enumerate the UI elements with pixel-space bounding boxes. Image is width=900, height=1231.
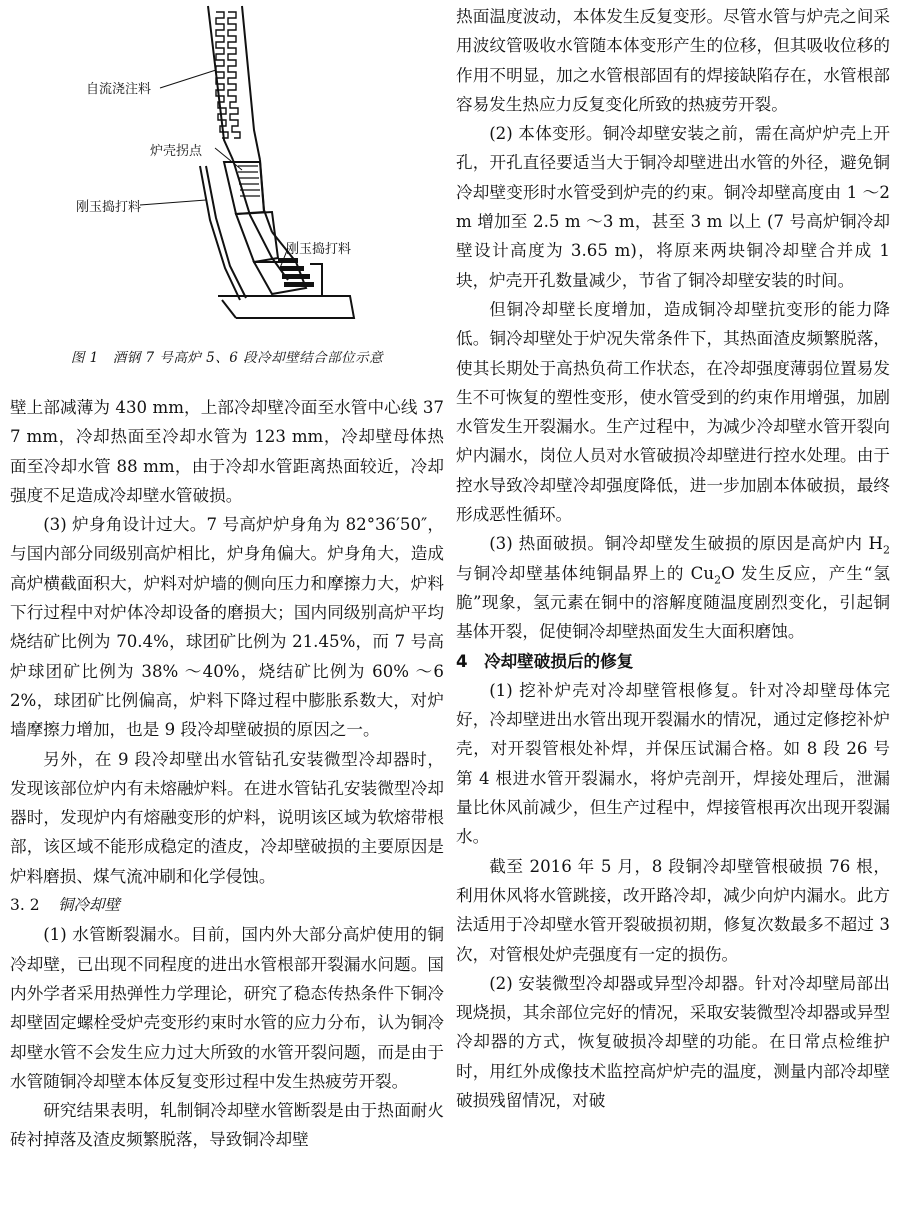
label-shell-knee: 炉壳拐点 (150, 144, 203, 159)
label-corundum-ram-right: 刚玉捣打料 (286, 242, 352, 257)
section-heading-4 (456, 647, 890, 676)
paragraph: (1) 挖补炉壳对冷却壁管根修复。针对冷却壁母体完好，冷却壁进出水管出现开裂漏水的情况，通过定修挖补炉壳，对开裂管根处补焊，并保压试漏合格。如 8 段 26 号第 4 根进水管开裂漏水，将炉壳剖开，焊接处理后，泄漏量比休风前减少，但生产过程中，焊接管根再次出现开裂漏水。 (456, 680, 890, 847)
label-self-flow-castable: 自流浇注料 (86, 82, 152, 97)
paragraph: (2) 本体变形。铜冷却壁安装之前，需在高炉炉壳上开孔，开孔直径要适当大于铜冷却壁进出水管的外径，避免铜冷却壁变形时水管受到炉壳的约束。铜冷却壁高度由 1 ～2m 增加至 2.5 m ～3 m，甚至 3 m 以上 (7 号高炉铜冷却壁设计高度为 3.65 m)，将原来两块铜冷却壁合并成 1 块，炉壳开孔数量减少，节省了铜冷却壁安装的时间。 (456, 124, 890, 290)
figure-caption: 图 1 酒钢 7 号高炉 5、6 段冷却壁结合部位示意 (70, 350, 384, 366)
paragraph: 截至 2016 年 5 月，8 段铜冷却壁管根破损 76 根，利用休风将水管跳接，改开路冷却，减少向炉内漏水。此方法适用于冷却壁水管开裂破损初期，修复次数最多不超过 3 次，对管根处炉壳强度有一定的损伤。 (456, 856, 890, 964)
label-corundum-ram-left: 刚玉捣打料 (76, 200, 142, 215)
paragraph: 但铜冷却壁长度增加，造成铜冷却壁抗变形的能力降低。铜冷却壁处于炉况失常条件下，其热面渣皮频繁脱落，使其长期处于高热负荷工作状态，在冷却强度薄弱位置易发生不可恢复的塑性变形，使水管受到的约束作用增强，加剧水管发生开裂漏水。生产过程中，为减少冷却壁水管开裂向炉内漏水，岗位人员对水管破损冷却壁进行控水处理。由于控水导致冷却壁冷却强度降低，进一步加剧本体破损，最终形成恶性循环。 (456, 299, 890, 525)
left-body (10, 393, 444, 1155)
right-column (456, 2, 890, 1115)
section-heading-3-2 (10, 891, 444, 920)
paragraph: (2) 安装微型冷却器或异型冷却器。针对冷却壁局部出现烧损，其余部位完好的情况，采取安装微型冷却器或异型冷却器的方式，恢复破损冷却壁的功能。在日常点检维护时，用红外成像技术监控高炉炉壳的温度，测量内部冷却壁破损残留情况，对破 (456, 973, 890, 1110)
section-title: 铜冷却壁 (58, 896, 121, 915)
paragraph: 壁上部减薄为 430 mm，上部冷却壁冷面至水管中心线 377 mm，冷却热面至冷却水管为 123 mm，冷却壁母体热面至冷却水管 88 mm，由于冷却水管距离热面较近，冷却强度不足造成冷却壁水管破损。 (10, 398, 444, 505)
paragraph: 研究结果表明，轧制铜冷却壁水管断裂是由于热面耐火砖衬掉落及渣皮频繁脱落，导致铜冷却壁 (10, 1101, 444, 1150)
paragraph: (3) 热面破损。铜冷却壁发生破损的原因是高炉内 $H_2$ 与铜冷却壁基体纯铜晶界上的 $Cu_2O$ 发生反应，产生“氢脆”现象，氢元素在铜中的溶解度随温度剧烈变化，引起铜基体开裂，促使铜冷却壁热面发生大面积磨蚀。 (456, 534, 890, 642)
figure-1 (10, 0, 444, 340)
paragraph: 另外，在 9 段冷却壁出水管钻孔安装微型冷却器时，发现该部位炉内有未熔融炉料。在进水管钻孔安装微型冷却器时，发现炉内有熔融变形的炉料，说明该区域为软熔带根部，该区域不能形成稳定的渣皮，冷却壁破损的主要原因是炉料磨损、煤气流冲刷和化学侵蚀。 (10, 749, 444, 886)
section-title: 冷却壁破损后的修复 (484, 651, 634, 671)
left-column (10, 0, 444, 1150)
paragraph: (1) 水管断裂漏水。目前，国内外大部分高炉使用的铜冷却壁，已出现不同程度的进出水管根部开裂漏水问题。国内外学者采用热弹性力学理论，研究了稳态传热条件下铜冷却壁固定螺栓受炉壳变形约束时水管的应力分布，认为铜冷却壁水管不会发生应力过大所致的水管开裂问题，而是由于水管随铜冷却壁本体反复变形过程中发生热疲劳开裂。 (10, 925, 444, 1091)
section-number: 4 (456, 651, 468, 671)
furnace-section-diagram (10, 0, 444, 340)
paragraph: (3) 炉身角设计过大。7 号高炉炉身角为 82°36′50″，与国内部分同级别高炉相比，炉身角偏大。炉身角大，造成高炉横截面积大，炉料对炉墙的侧向压力和摩擦力大，炉料下行过程中对炉体冷却设备的磨损大；国内同级别高炉平均烧结矿比例为 70.4%，球团矿比例为 21.45%，而 7 号高炉球团矿比例为 38% ～40%，烧结矿比例为 60% ～62%，球团矿比例偏高，炉料下降过程中膨胀系数大，对炉墙摩擦力增加，也是 9 段冷却壁破损的原因之一。 (10, 515, 444, 740)
paragraph: 热面温度波动，本体发生反复变形。尽管水管与炉壳之间采用波纹管吸收水管随本体变形产生的位移，但其吸收位移的作用不明显，加之水管根部固有的焊接缺陷存在，水管根部容易发生热应力反复变化所致的热疲劳开裂。 (456, 7, 890, 114)
section-number: 3. 2 (10, 896, 40, 915)
